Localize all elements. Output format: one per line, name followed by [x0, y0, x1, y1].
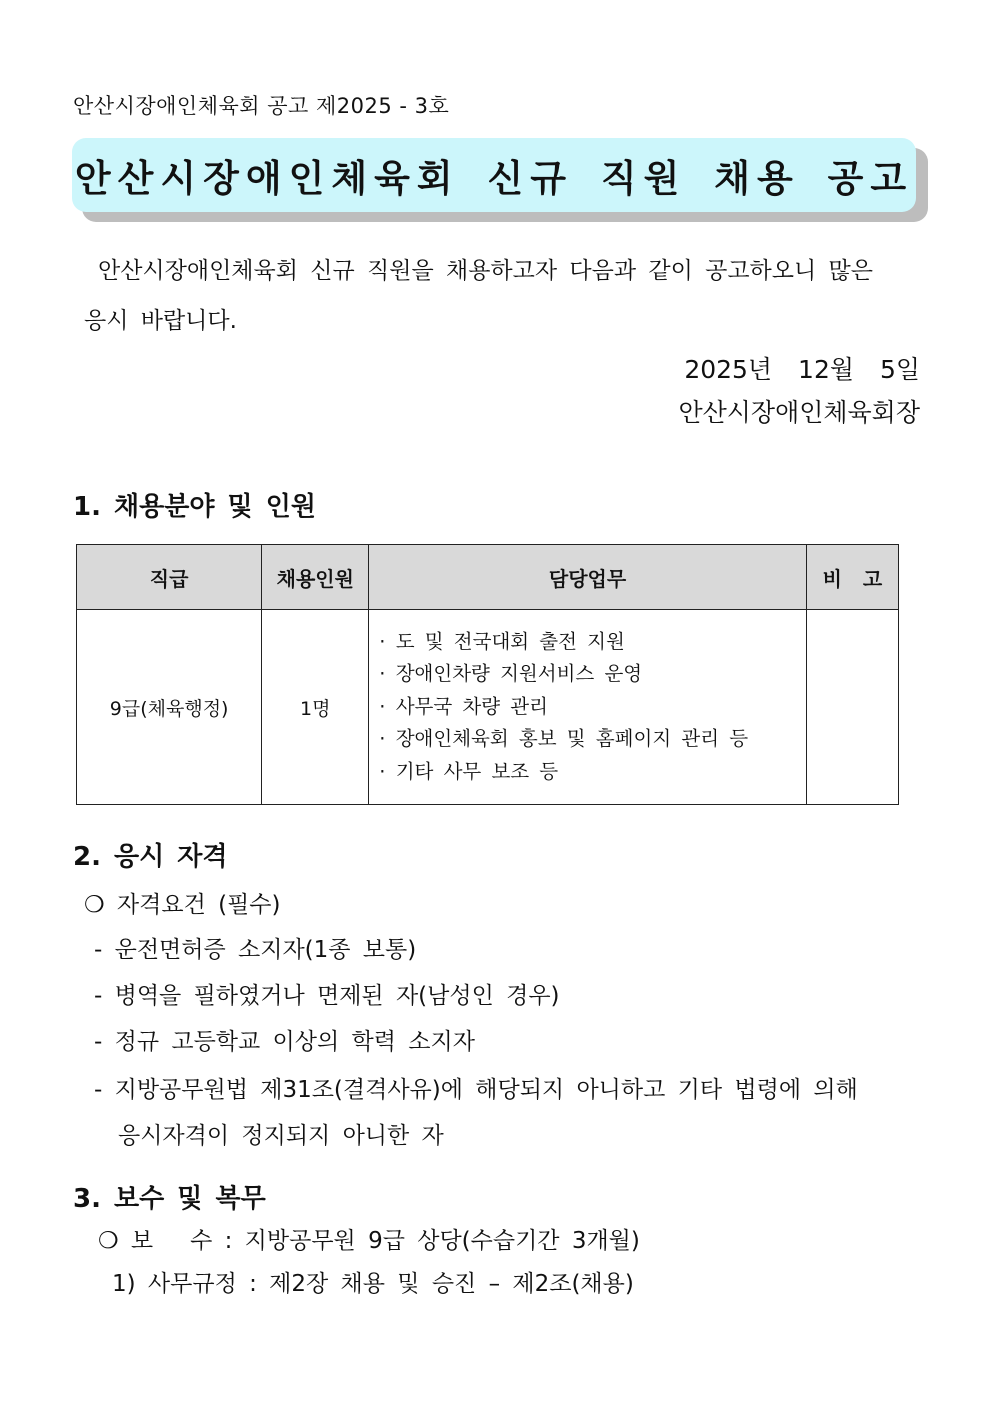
intro-line-2: 응시 바랍니다. — [84, 308, 237, 334]
page-title: 안산시장애인체육회 신규 직원 채용 공고 — [74, 157, 914, 200]
cell-duties — [369, 610, 806, 805]
section-heading-qualification: 2. 응시 자격 — [73, 842, 228, 872]
duty-item: · 사무국 차량 관리 — [379, 694, 548, 718]
issuer-name: 안산시장애인체육회장 — [678, 398, 920, 427]
notice-date: 2025년 12월 5일 — [684, 355, 920, 384]
header-duties: 담당업무 — [369, 545, 806, 610]
rule-line: 1) 사무규정 : 제2장 채용 및 승진 – 제2조(채용) — [112, 1271, 634, 1297]
cell-grade: 9급(체육행정) — [77, 610, 262, 805]
qualification-item: - 정규 고등학교 이상의 학력 소지자 — [94, 1029, 475, 1055]
intro-line-1: 안산시장애인체육회 신규 직원을 채용하고자 다음과 같이 공고하오니 많은 — [98, 258, 873, 284]
duty-item: · 도 및 전국대회 출전 지원 — [379, 629, 625, 653]
header-grade: 직급 — [77, 545, 262, 610]
qualification-item: - 병역을 필하였거나 면제된 자(남성인 경우) — [94, 983, 560, 1009]
duty-item: · 장애인체육회 홍보 및 홈페이지 관리 등 — [379, 727, 749, 751]
section-heading-pay: 3. 보수 및 복무 — [73, 1184, 266, 1214]
title-banner — [72, 138, 916, 212]
cell-note — [806, 610, 898, 805]
qualification-item: - 운전면허증 소지자(1종 보통) — [94, 937, 417, 963]
duty-item: · 장애인차량 지원서비스 운영 — [379, 662, 643, 686]
cell-count: 1명 — [262, 610, 369, 805]
recruitment-table — [76, 544, 899, 805]
qualification-item: - 지방공무원법 제31조(결격사유)에 해당되지 아니하고 기타 법령에 의해 — [94, 1077, 858, 1103]
section-heading-recruitment: 1. 채용분야 및 인원 — [73, 492, 316, 522]
notice-number: 안산시장애인체육회 공고 제2025 - 3호 — [73, 94, 450, 118]
duty-item: · 기타 사무 보조 등 — [379, 759, 559, 783]
qualification-subheading: ❍ 자격요건 (필수) — [84, 892, 281, 918]
header-note: 비 고 — [806, 545, 898, 610]
table-row — [77, 610, 899, 805]
header-count: 채용인원 — [262, 545, 369, 610]
table-header-row — [77, 545, 899, 610]
pay-line: ❍ 보 수 : 지방공무원 9급 상당(수습기간 3개월) — [98, 1228, 640, 1254]
qualification-item-continuation: 응시자격이 정지되지 아니한 자 — [118, 1123, 444, 1149]
